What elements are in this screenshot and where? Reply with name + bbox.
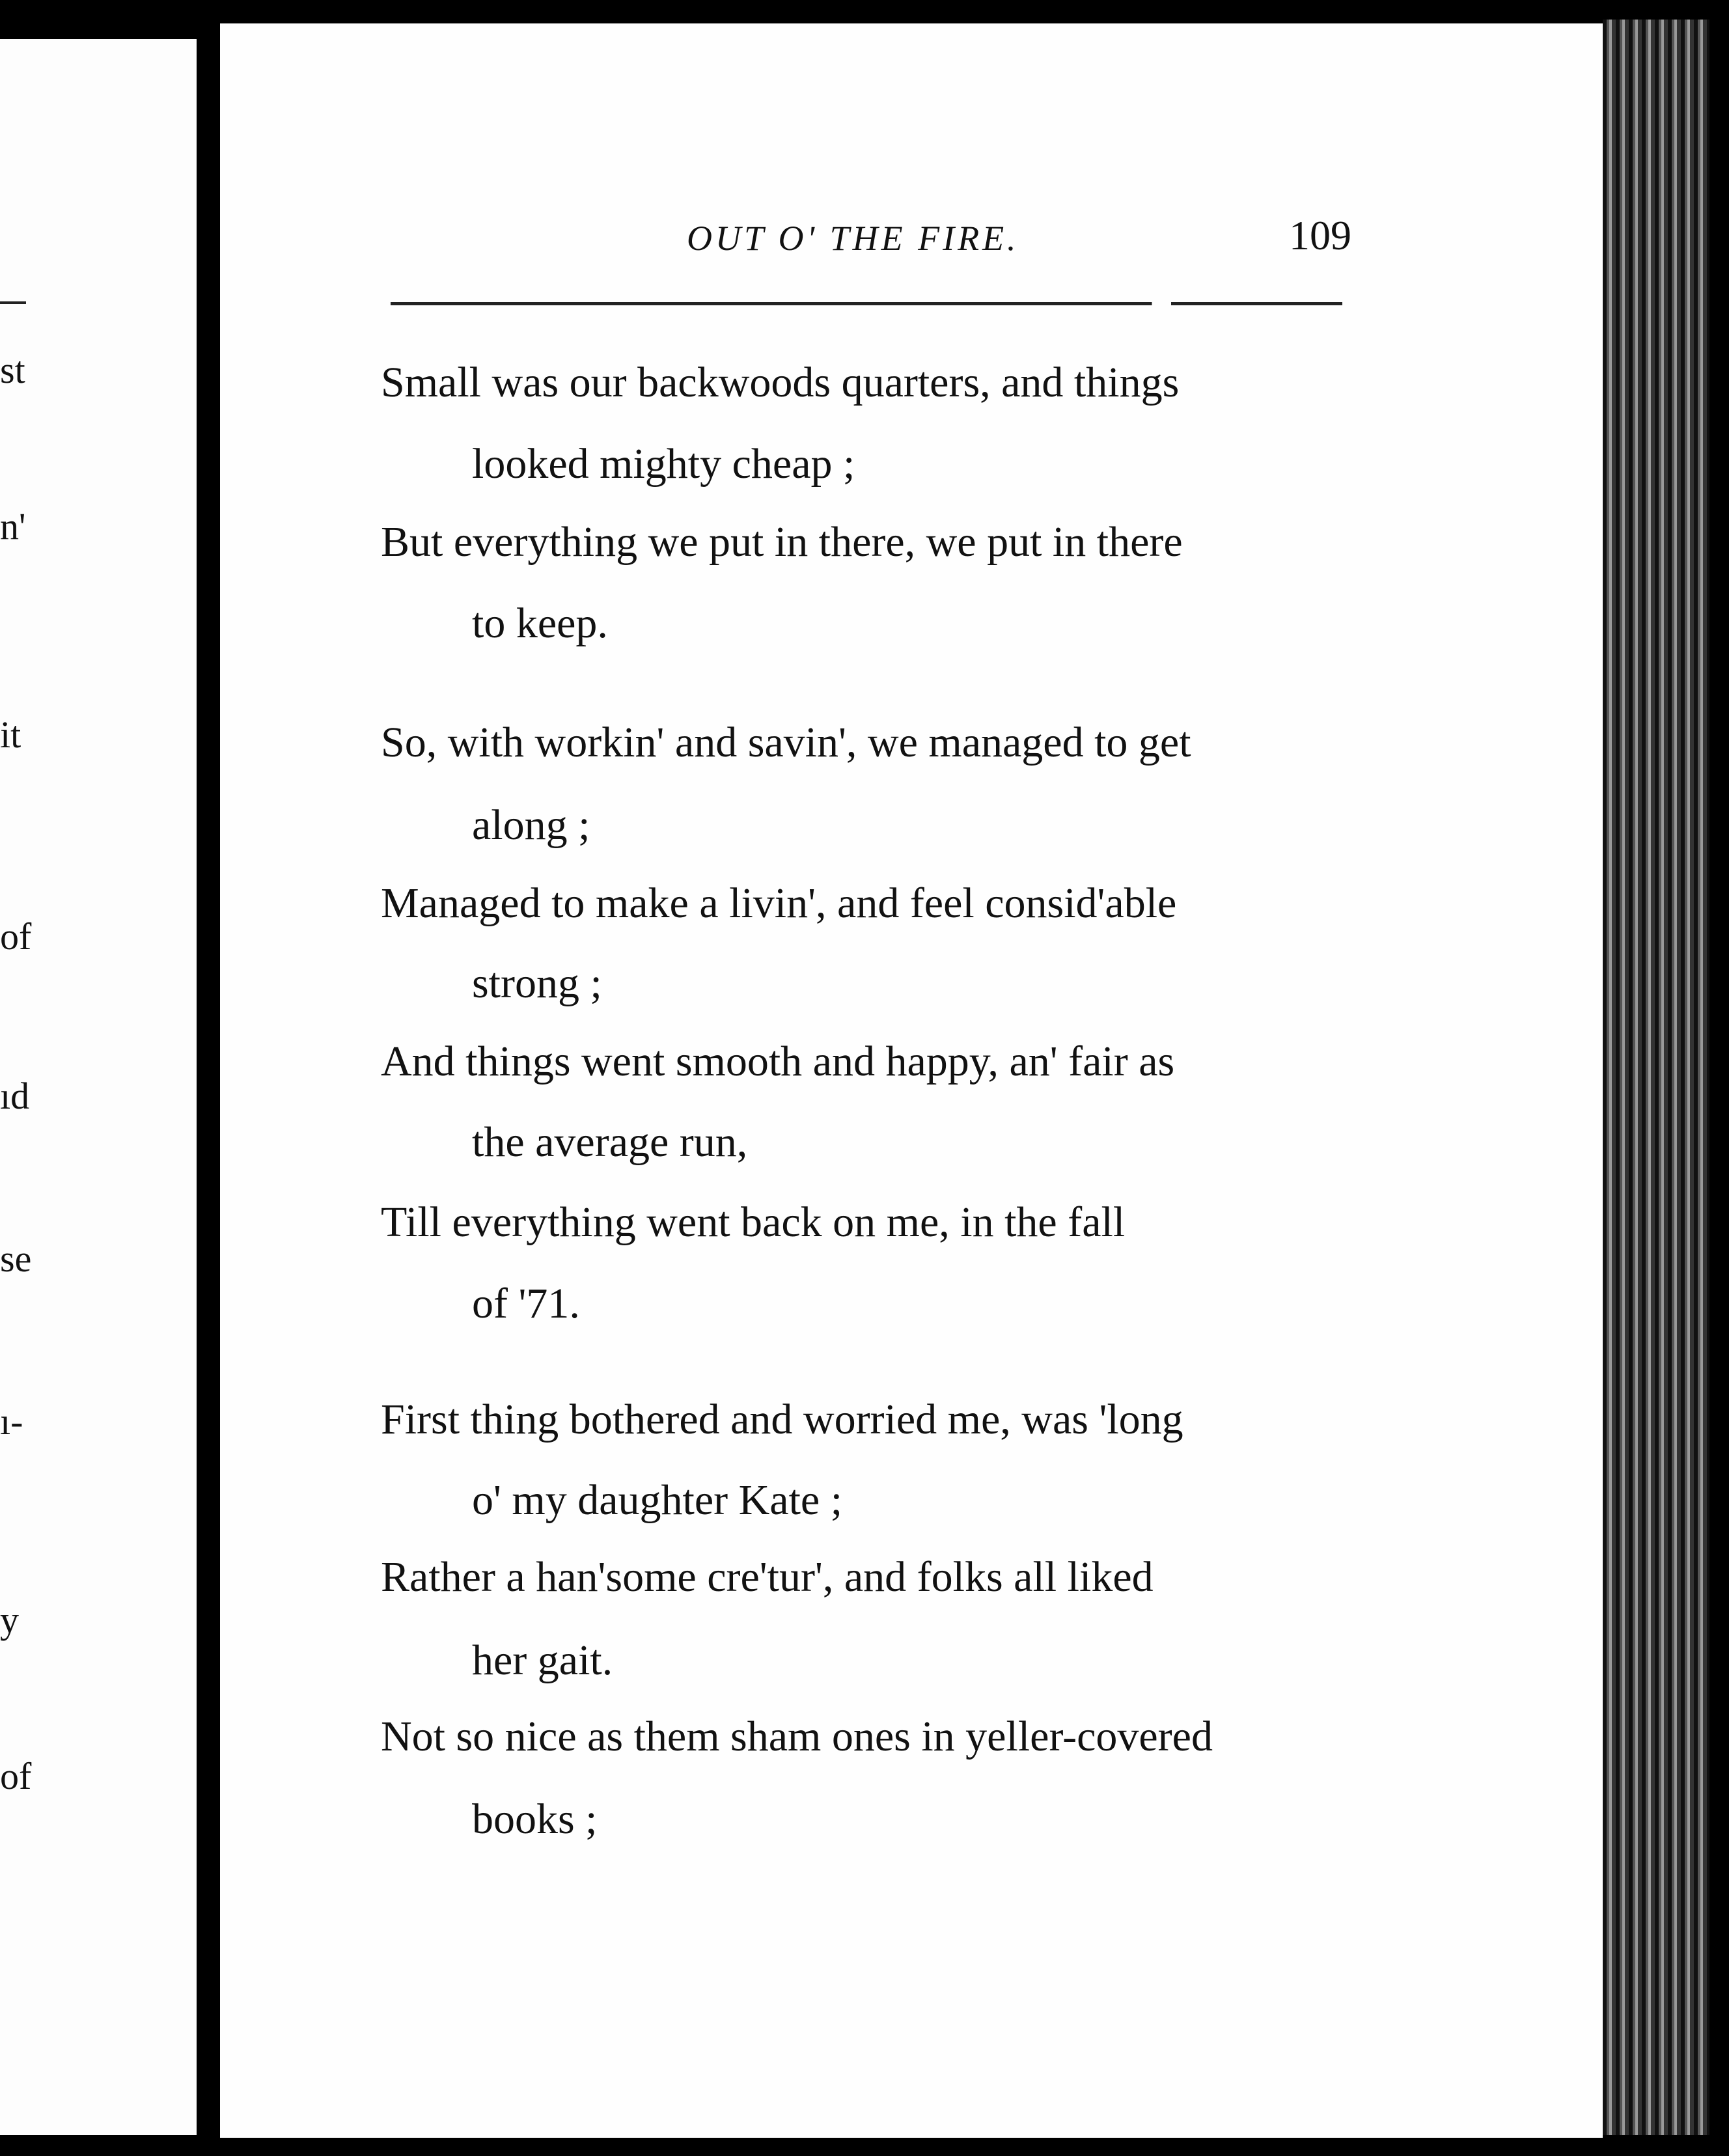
verse-line: to keep. xyxy=(472,600,608,647)
verse-line: Managed to make a livin', and feel consid'able xyxy=(381,879,1177,927)
left-fragment: it xyxy=(0,713,21,756)
verse-line: Small was our backwoods quarters, and things xyxy=(381,359,1180,406)
header-rule xyxy=(391,302,1342,305)
book-gutter xyxy=(197,26,220,2135)
left-fragment: ıd xyxy=(0,1075,30,1117)
verse-line: Not so nice as them sham ones in yeller-covered xyxy=(381,1713,1213,1760)
verse-line: Till everything went back on me, in the fall xyxy=(381,1198,1126,1246)
verse-line: And things went smooth and happy, an' fair as xyxy=(381,1038,1175,1085)
verse-line: First thing bothered and worried me, was 'long xyxy=(381,1396,1183,1443)
left-fragment: se xyxy=(0,1237,32,1280)
left-page-rule xyxy=(0,301,26,304)
left-fragment: y xyxy=(0,1599,19,1641)
running-head: OUT O' THE FIRE. xyxy=(687,219,1019,258)
verse-line: along ; xyxy=(472,801,590,849)
page-number: 109 xyxy=(1289,212,1351,258)
page-edges xyxy=(1603,20,1729,2135)
verse-line: the average run, xyxy=(472,1118,748,1166)
verse-line: So, with workin' and savin', we managed to get xyxy=(381,719,1191,766)
left-page xyxy=(0,39,197,2135)
verse-line: o' my daughter Kate ; xyxy=(472,1476,843,1524)
left-fragment: st xyxy=(0,349,25,391)
verse-line: books ; xyxy=(472,1795,598,1843)
verse-line: of '71. xyxy=(472,1280,580,1327)
left-fragment: n' xyxy=(0,505,26,547)
verse-line: her gait. xyxy=(472,1637,613,1684)
left-fragment: ı- xyxy=(0,1400,23,1443)
verse-line: But everything we put in there, we put in there xyxy=(381,518,1183,566)
verse-line: looked mighty cheap ; xyxy=(472,440,855,488)
left-fragment: of xyxy=(0,915,32,958)
left-fragment: of xyxy=(0,1755,32,1797)
verse-line: Rather a han'some cre'tur', and folks all liked xyxy=(381,1553,1154,1601)
verse-line: strong ; xyxy=(472,960,602,1007)
